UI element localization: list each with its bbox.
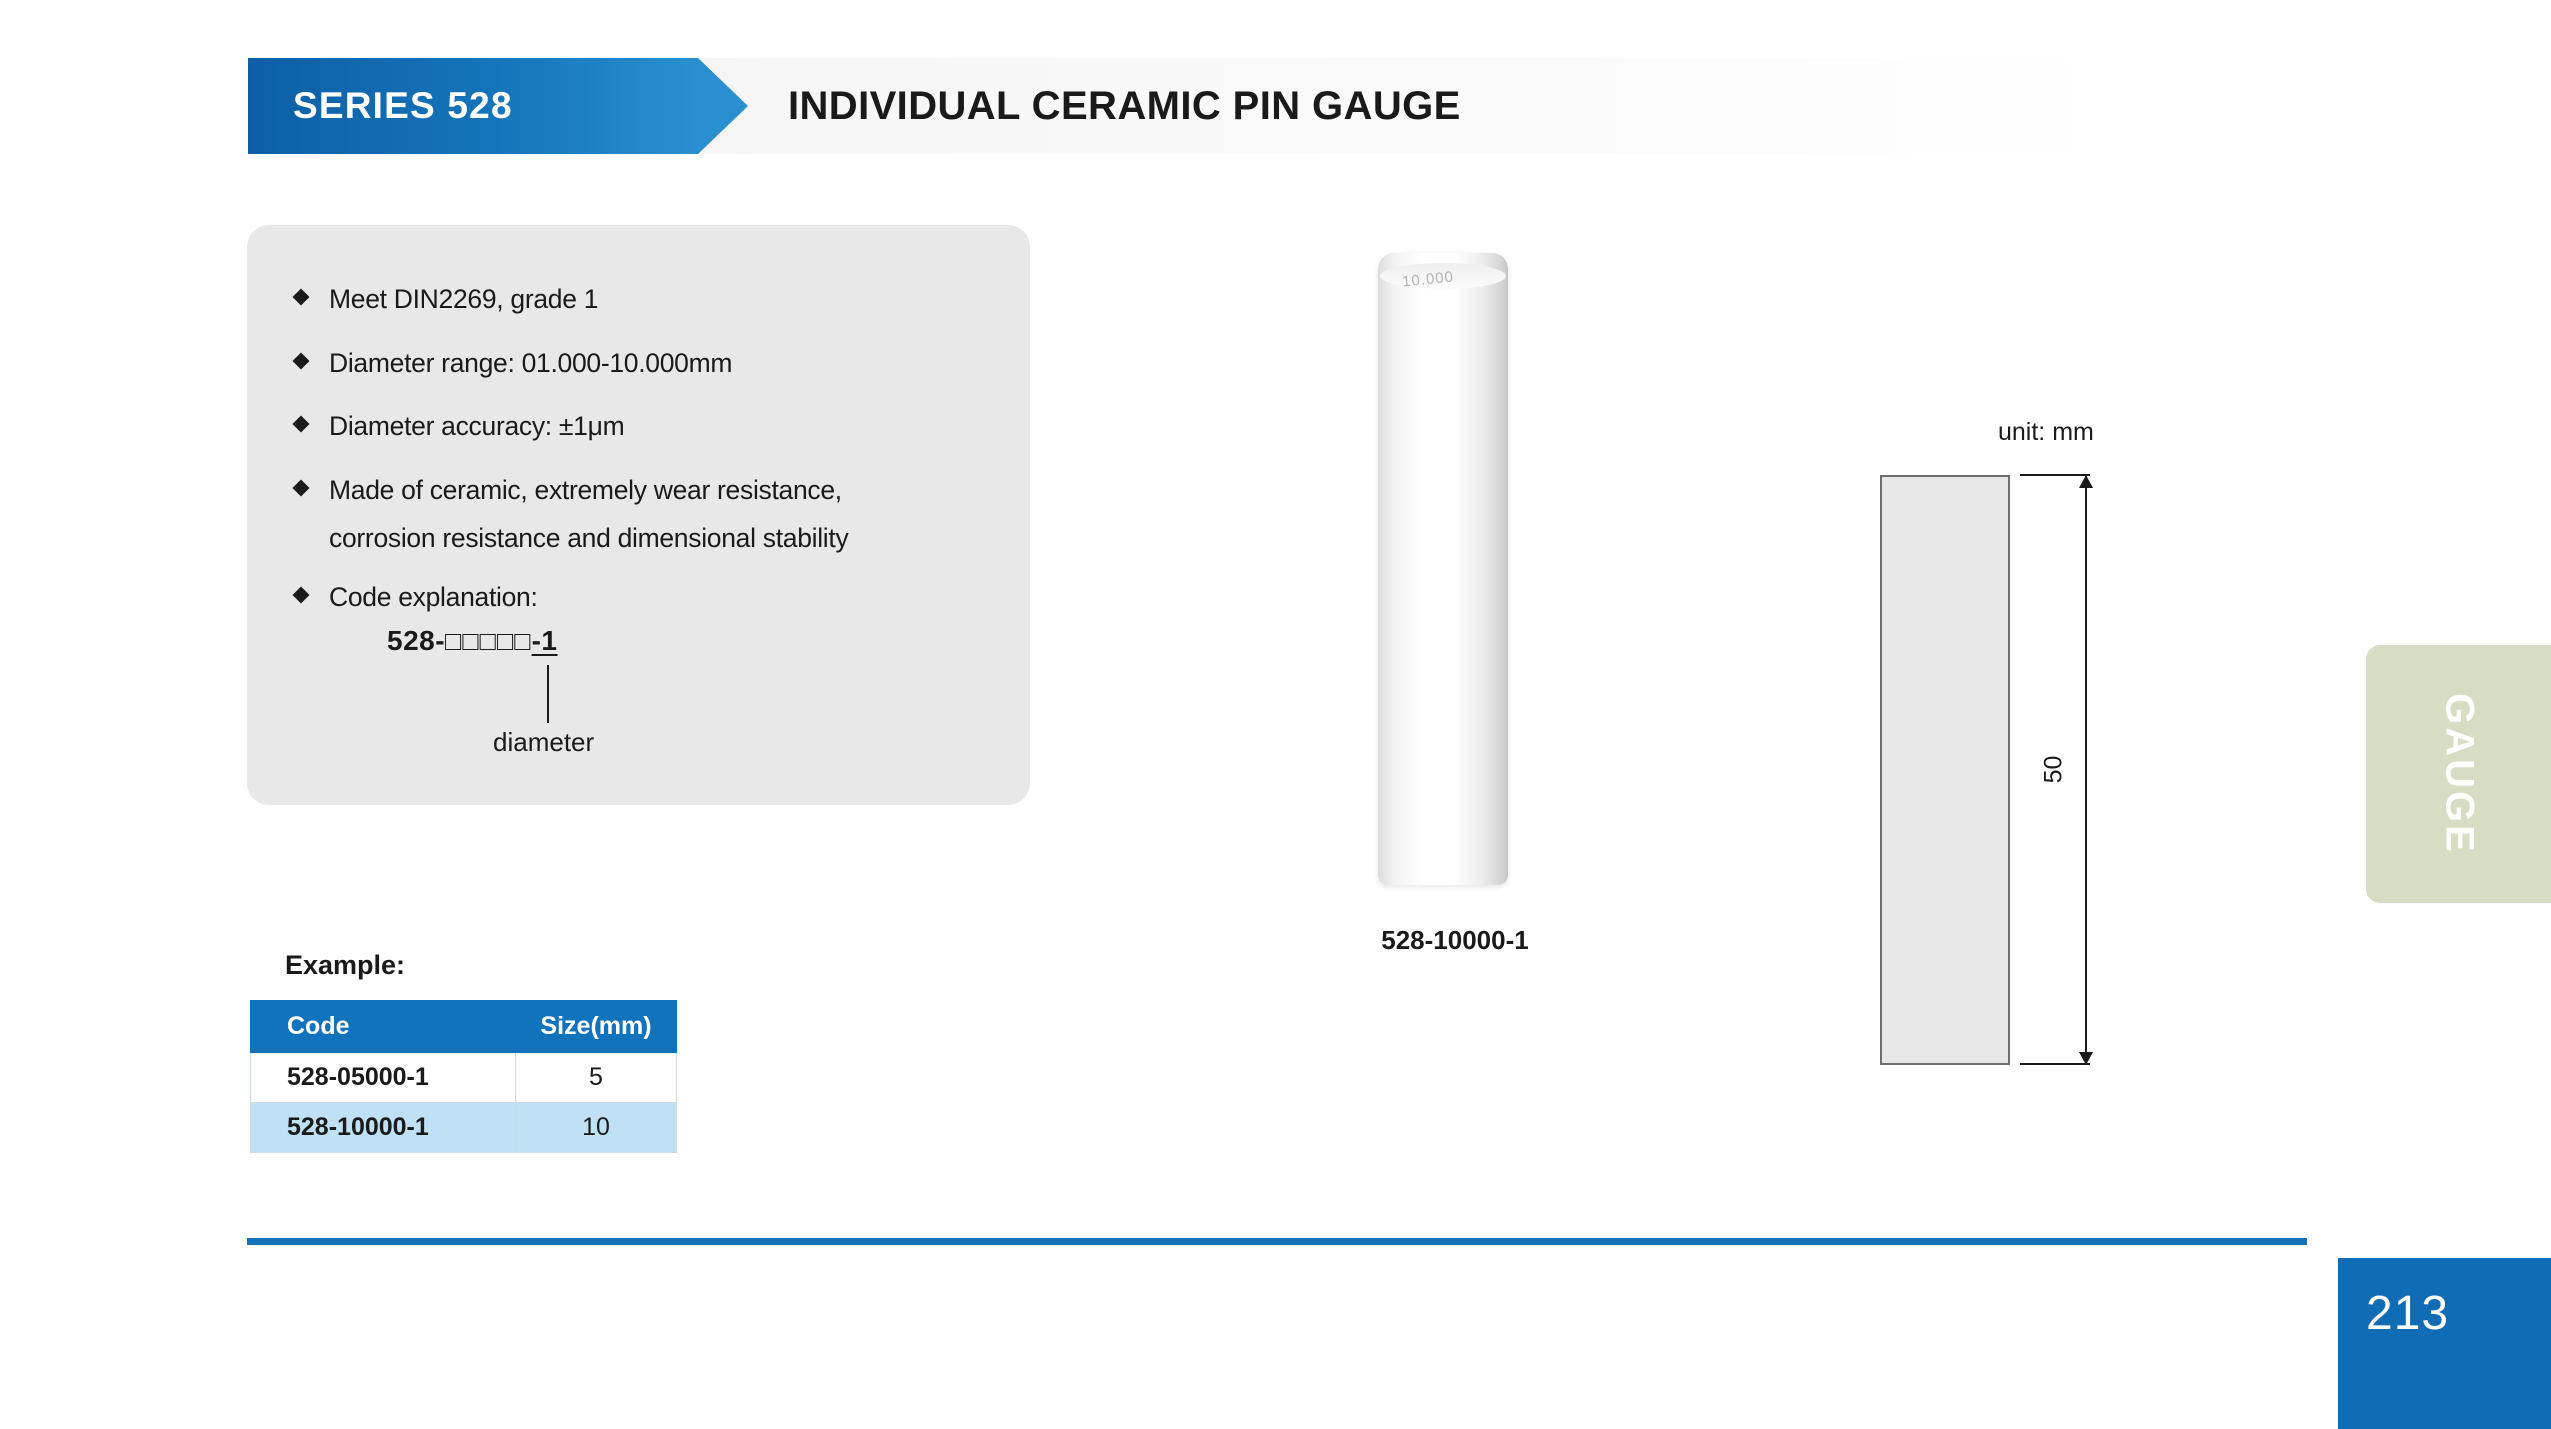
cell-code: 528-10000-1 bbox=[251, 1103, 516, 1153]
feature-item-code-explanation bbox=[285, 579, 995, 617]
feature-item-label-continued: corrosion resistance and dimensional stability bbox=[329, 522, 849, 553]
column-header-size: Size(mm) bbox=[516, 1001, 677, 1053]
drawing-body-rect bbox=[1880, 475, 2010, 1065]
code-note-label: diameter bbox=[493, 726, 595, 757]
code-box-placeholders: □□□□□ bbox=[445, 625, 532, 656]
cell-size: 10 bbox=[516, 1103, 677, 1153]
feature-item-label: Made of ceramic, extremely wear resistance, bbox=[329, 474, 842, 505]
diamond-bullet-icon bbox=[293, 587, 310, 604]
table-header-row bbox=[251, 1001, 677, 1053]
feature-item bbox=[285, 281, 995, 319]
code-pattern bbox=[387, 625, 995, 657]
page-number: 213 bbox=[2366, 1287, 2450, 1340]
diamond-bullet-icon bbox=[293, 352, 310, 369]
feature-item bbox=[285, 472, 995, 557]
series-label: SERIES 528 bbox=[293, 85, 513, 126]
dimension-drawing bbox=[1880, 420, 2040, 1065]
code-explanation-block bbox=[285, 624, 995, 757]
example-heading: Example: bbox=[285, 950, 406, 980]
dimension-line bbox=[2085, 475, 2087, 1065]
table-row bbox=[251, 1103, 677, 1153]
feature-item-label: Diameter range: 01.000-10.000mm bbox=[329, 347, 733, 378]
unit-label: unit: mm bbox=[1998, 418, 2094, 446]
side-tab-gauge bbox=[2366, 645, 2551, 903]
dimension-arrow-up-icon bbox=[2079, 475, 2093, 488]
feature-item bbox=[285, 408, 995, 446]
diamond-bullet-icon bbox=[293, 479, 310, 496]
feature-panel bbox=[247, 225, 1030, 805]
code-leader-line bbox=[547, 665, 549, 723]
side-tab-label: GAUGE bbox=[2437, 693, 2481, 855]
product-caption: 528-10000-1 bbox=[1381, 925, 1529, 955]
diamond-bullet-icon bbox=[293, 416, 310, 433]
example-table bbox=[250, 1000, 677, 1153]
feature-item-label: Diameter accuracy: ±1μm bbox=[329, 411, 625, 442]
cell-size: 5 bbox=[516, 1053, 677, 1103]
product-photo bbox=[1378, 235, 1508, 885]
series-banner bbox=[248, 58, 748, 154]
page-number-box bbox=[2338, 1258, 2551, 1429]
code-suffix: -1 bbox=[531, 624, 558, 656]
column-header-code: Code bbox=[251, 1001, 516, 1053]
dimension-value-label: 50 bbox=[2039, 755, 2068, 784]
series-banner-arrow-icon bbox=[698, 58, 748, 154]
feature-item-label: Meet DIN2269, grade 1 bbox=[329, 284, 599, 314]
footer-divider bbox=[247, 1238, 2307, 1245]
diamond-bullet-icon bbox=[293, 289, 310, 306]
cell-code: 528-05000-1 bbox=[251, 1053, 516, 1103]
pin-engraving-label: 10.000 bbox=[1401, 268, 1455, 291]
page-header bbox=[248, 58, 2126, 154]
feature-item-label: Code explanation: bbox=[329, 582, 538, 613]
table-row bbox=[251, 1053, 677, 1103]
feature-list bbox=[285, 281, 995, 757]
dimension-arrow-down-icon bbox=[2079, 1052, 2093, 1065]
ceramic-pin-gauge-image bbox=[1378, 253, 1508, 885]
page-title: INDIVIDUAL CERAMIC PIN GAUGE bbox=[788, 84, 1461, 128]
code-prefix: 528- bbox=[387, 624, 446, 656]
feature-item bbox=[285, 345, 995, 383]
